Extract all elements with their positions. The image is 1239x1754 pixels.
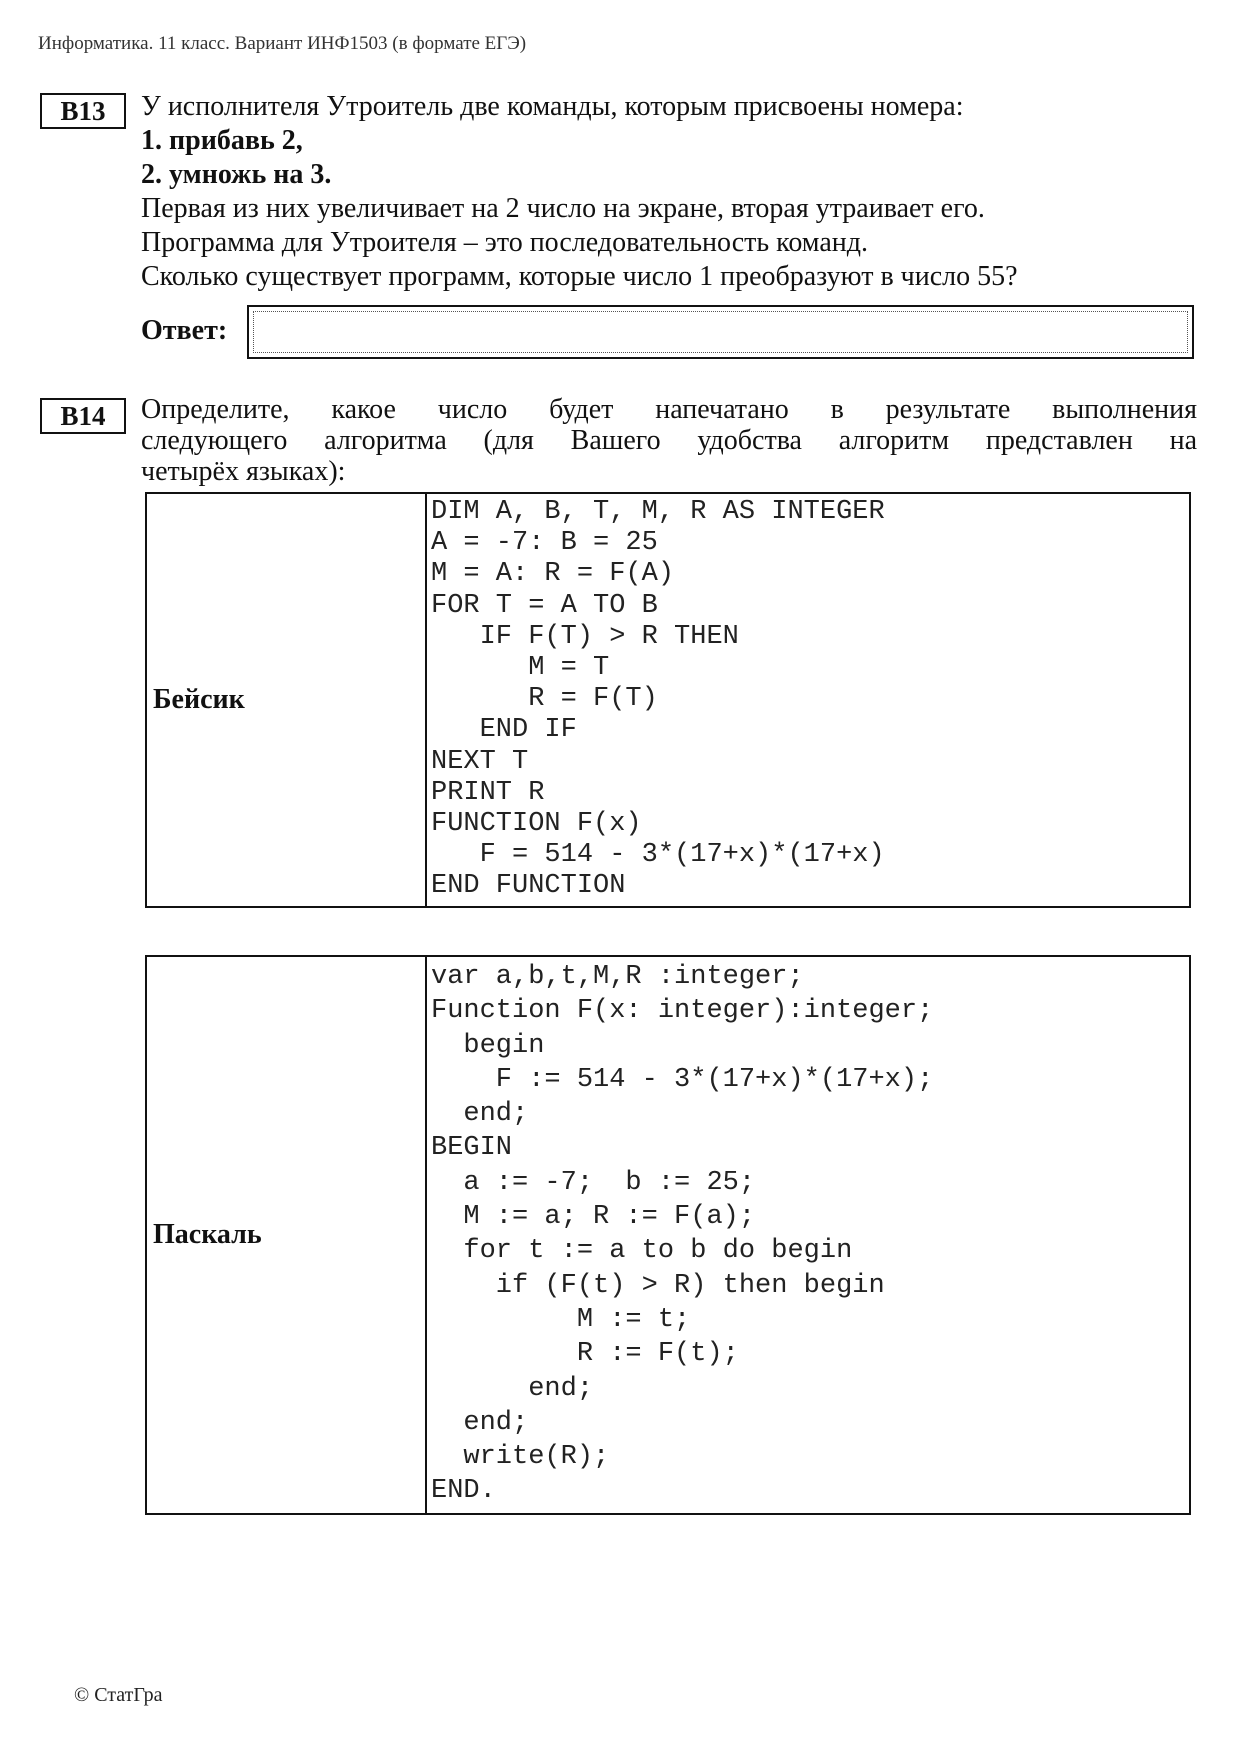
- task-badge-b14: B14: [40, 398, 126, 434]
- task-b14-text: [141, 394, 1197, 487]
- code-line: Function F(x: integer):integer;: [431, 996, 934, 1027]
- code-line: F = 514 - 3*(17+x)*(17+x): [431, 840, 885, 871]
- code-line: a := -7; b := 25;: [431, 1167, 756, 1198]
- code-line: end;: [431, 1407, 529, 1438]
- answer-row-b13: [141, 305, 1196, 361]
- code-line: R := F(t);: [431, 1339, 739, 1370]
- code-line: end;: [431, 1099, 529, 1130]
- code-line: begin: [431, 1030, 545, 1061]
- page-header: Информатика. 11 класс. Вариант ИНФ1503 (в формате ЕГЭ): [38, 33, 527, 54]
- code-line: PRINT R: [431, 777, 545, 808]
- code-line: IF F(T) > R THEN: [431, 621, 739, 652]
- answer-field[interactable]: [247, 305, 1194, 359]
- command-2: 2. умножь на 3.: [141, 159, 332, 190]
- code-line: M := t;: [431, 1304, 691, 1335]
- code-line: M = A: R = F(A): [431, 559, 675, 590]
- task-b13-line: У исполнителя Утроитель две команды, которым присвоены номера:: [141, 91, 964, 122]
- code-line: FOR T = A TO B: [431, 590, 658, 621]
- answer-label: Ответ:: [141, 315, 228, 346]
- code-line: F := 514 - 3*(17+x)*(17+x);: [431, 1064, 934, 1095]
- basic-code: [426, 493, 1190, 907]
- code-line: END FUNCTION: [431, 871, 626, 902]
- copyright-footer: © СтатГра: [74, 1684, 163, 1706]
- pascal-code: [426, 956, 1190, 1514]
- basic-code-table: [145, 492, 1191, 908]
- task-b13-text: [141, 90, 1197, 294]
- code-line: END IF: [431, 715, 577, 746]
- task-b13-line: Программа для Утроителя – это последовательность команд.: [141, 227, 868, 258]
- code-line: for t := a to b do begin: [431, 1236, 853, 1267]
- code-line: R = F(T): [431, 684, 658, 715]
- task-badge-b13: B13: [40, 93, 126, 129]
- code-line: M = T: [431, 652, 610, 683]
- task-b14-line: четырёх языках):: [141, 456, 346, 487]
- language-label: Паскаль: [146, 956, 426, 1514]
- code-line: write(R);: [431, 1442, 610, 1473]
- command-1: 1. прибавь 2,: [141, 125, 303, 156]
- code-line: BEGIN: [431, 1133, 513, 1164]
- code-line: DIM A, B, T, M, R AS INTEGER: [431, 497, 885, 527]
- code-line: var a,b,t,M,R :integer;: [431, 962, 804, 992]
- code-line: FUNCTION F(x): [431, 808, 642, 839]
- code-line: if (F(t) > R) then begin: [431, 1270, 885, 1301]
- language-label: Бейсик: [146, 493, 426, 907]
- pascal-code-table: [145, 955, 1191, 1515]
- task-b14-line: Определите, какое число будет напечатано в результате выполнения: [141, 394, 1197, 425]
- task-b13-line: Первая из них увеличивает на 2 число на экране, вторая утраивает его.: [141, 193, 985, 224]
- code-line: NEXT T: [431, 746, 529, 777]
- answer-field-inner: [253, 311, 1188, 353]
- task-b14-line: следующего алгоритма (для Вашего удобства алгоритм представлен на: [141, 425, 1197, 456]
- code-line: A = -7: B = 25: [431, 528, 658, 559]
- code-line: END.: [431, 1476, 496, 1507]
- task-b13-line: Сколько существует программ, которые число 1 преобразуют в число 55?: [141, 261, 1018, 292]
- code-line: end;: [431, 1373, 594, 1404]
- code-line: M := a; R := F(a);: [431, 1202, 756, 1233]
